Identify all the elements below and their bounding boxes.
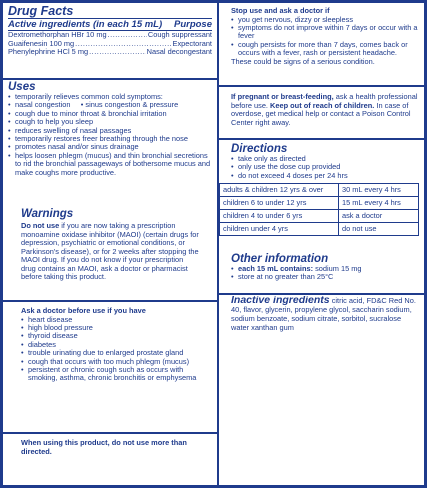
warnings-heading: Warnings [21, 208, 74, 220]
right-column [219, 3, 424, 485]
other-info-list [231, 265, 418, 282]
stop-use-item: • cough persists for more than 7 days, comes back or occurs with a fever, rash or persistent headache. [231, 41, 418, 58]
table-cell: children 6 to under 12 yrs [220, 197, 339, 210]
stop-use-item: • you get nervous, dizzy or sleepless [231, 16, 418, 24]
other-info-item: • store at no greater than 25°C [231, 273, 418, 281]
inactive-section [219, 296, 424, 332]
table-cell: 15 mL every 4 hrs [339, 197, 419, 210]
table-cell: children under 4 yrs [220, 223, 339, 236]
uses-list [8, 93, 212, 177]
section-divider [219, 293, 424, 295]
table-cell: children 4 to under 6 yrs [220, 210, 339, 223]
stop-use-list [231, 16, 418, 58]
uses-item: • reduces swelling of nasal passages [8, 127, 212, 135]
ingredient-purpose: Expectorant [172, 38, 212, 48]
directions-item: • take only as directed [231, 155, 424, 163]
when-using-section [3, 439, 217, 456]
section-divider [3, 300, 217, 302]
stop-use-note: These could be signs of a serious condition. [231, 56, 375, 66]
pregnancy-lead: If pregnant or breast-feeding, [231, 93, 334, 101]
pregnancy-advice: ask a health professional before use. [231, 93, 418, 110]
ask-doctor-item: • thyroid disease [21, 332, 199, 340]
section-divider [3, 78, 217, 80]
uses-heading: Uses [8, 81, 36, 93]
directions-section [219, 143, 424, 236]
table-cell: adults & children 12 yrs & over [220, 184, 339, 197]
table-row [220, 210, 419, 223]
section-divider [219, 138, 424, 140]
active-ingredients-header [8, 19, 212, 30]
directions-item: • do not exceed 4 doses per 24 hrs [231, 172, 424, 180]
inactive-text-block [231, 296, 418, 332]
maoi-warning [21, 222, 199, 282]
uses-item: • promotes nasal and/or sinus drainage [8, 143, 212, 151]
ask-doctor-item: • persistent or chronic cough such as occurs with smoking, asthma, chronic bronchitis or emphysema [21, 366, 199, 383]
section-divider [3, 432, 217, 434]
uses-item: • helps loosen phlegm (mucus) and thin bronchial secretions to rid the bronchial passageways of bothersome mucus and make coughs more productive. [8, 152, 212, 177]
keep-out-of-reach: Keep out of reach of children. [270, 100, 375, 110]
pregnancy-text [231, 93, 418, 127]
ingredient-purpose: Cough suppressant [147, 30, 212, 39]
other-info-lead: each 15 mL contains: [238, 264, 314, 273]
directions-item: • only use the dose cup provided [231, 163, 424, 171]
table-cell: 30 mL every 4 hrs [339, 184, 419, 197]
stop-use-heading: Stop use and ask a doctor if [231, 7, 330, 15]
table-cell: ask a doctor [339, 210, 419, 223]
other-info-heading: Other information [231, 253, 329, 265]
drug-facts-title: Drug Facts [8, 5, 74, 18]
active-ingredients-heading: Active ingredients (in each 15 mL) [8, 19, 163, 30]
table-row [220, 223, 419, 236]
leader-dots [108, 31, 147, 40]
ingredient-row [8, 48, 212, 57]
ingredient-name: Dextromethorphan HBr 10 mg [8, 30, 107, 39]
directions-list [231, 155, 424, 180]
ask-doctor-list [21, 316, 199, 383]
table-row [220, 197, 419, 210]
other-info-value: sodium 15 mg [315, 264, 362, 273]
ask-doctor-item: • diabetes [21, 341, 199, 349]
pregnancy-section [219, 93, 424, 127]
ask-doctor-item: • cough that occurs with too much phlegm (mucus) [21, 358, 199, 366]
warnings-section [3, 208, 217, 282]
overdose-advice: In case of overdose, get medical help or contact a Poison Control Center right away. [231, 100, 411, 127]
ask-doctor-item: • trouble urinating due to enlarged prostate gland [21, 349, 199, 357]
ingredient-name: Guaifenesin 100 mg [8, 38, 75, 48]
uses-item: • temporarily relieves common cold symptoms: [8, 93, 212, 101]
dosage-table [219, 183, 419, 236]
table-row [220, 184, 419, 197]
stop-use-section [219, 7, 424, 66]
leader-dots [89, 48, 146, 57]
ask-doctor-item: • high blood pressure [21, 324, 199, 332]
when-using-text: When using this product, do not use more than directed. [21, 439, 187, 456]
maoi-lead: Do not use [21, 221, 60, 230]
other-info-section [219, 253, 424, 282]
uses-item: • cough due to minor throat & bronchial irritation [8, 110, 212, 118]
drug-facts-section [3, 5, 217, 57]
ingredient-purpose: Nasal decongestant [146, 47, 212, 57]
directions-heading: Directions [231, 143, 288, 155]
purpose-heading: Purpose [173, 19, 212, 30]
section-divider [219, 85, 424, 87]
inactive-ingredients-text: citric acid, FD&C Red No. 40, flavor, glycerin, propylene glycol, saccharin sodium, sodium benzoate, sodium citrate, sorbitol, sucralose water xanthan gum [231, 296, 416, 332]
ingredient-name: Phenylephrine HCl 5 mg [8, 47, 89, 57]
uses-section [3, 81, 217, 177]
maoi-text: if you are now taking a prescription monoamine oxidase inhibitor (MAOI) (certain drugs for depression, psychiatric or emotional conditions, or Parkinson's disease), or for 2 weeks after stopping the MAOI drug. If you do not know if your prescription drug contains an MAOI, ask a doctor or pharmacist before taking this product. [21, 221, 199, 281]
stop-use-item: • symptoms do not improve within 7 days or occur with a fever [231, 24, 418, 41]
ask-doctor-item: • heart disease [21, 316, 199, 324]
left-column [3, 3, 219, 485]
inactive-heading: Inactive ingredients [231, 296, 330, 306]
ask-doctor-section [3, 307, 217, 383]
uses-item: • nasal congestion • sinus congestion & pressure [8, 101, 212, 109]
drug-facts-panel [3, 3, 424, 485]
uses-item: • cough to help you sleep [8, 118, 212, 126]
ask-doctor-heading: Ask a doctor before use if you have [21, 307, 146, 315]
uses-item: • temporarily restores freer breathing through the nose [8, 135, 212, 143]
table-cell: do not use [339, 223, 419, 236]
